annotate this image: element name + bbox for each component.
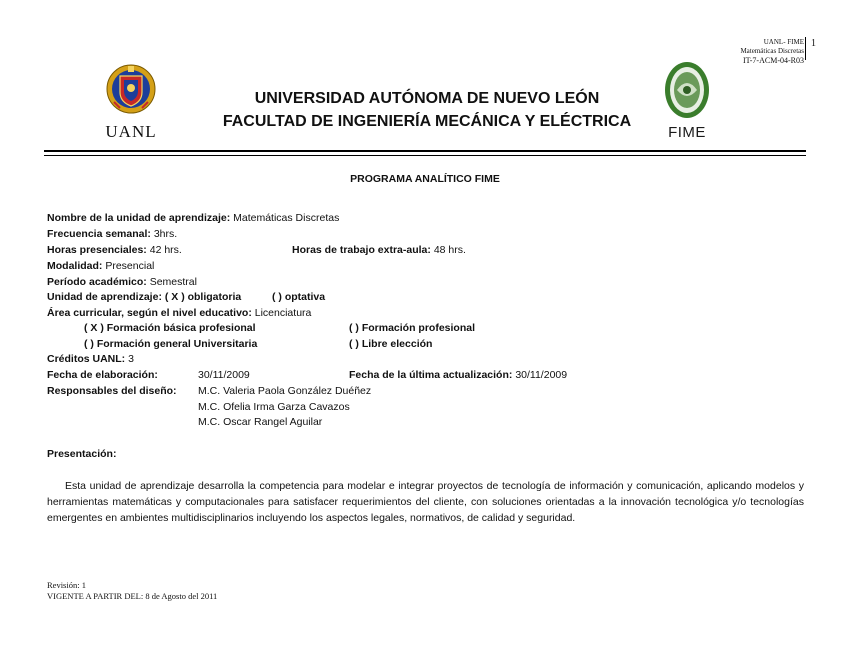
horas-pres-label: Horas presenciales: xyxy=(47,244,147,256)
horas-extra-value: 48 hrs. xyxy=(433,244,466,256)
code-line-3: IT-7-ACM-04-R03 xyxy=(742,56,804,65)
field-modalidad xyxy=(47,260,154,273)
fecha-act-value: 30/11/2009 xyxy=(515,369,568,381)
field-fecha-actualizacion xyxy=(349,369,567,382)
area-option-general: ( ) Formación general Universitaria xyxy=(84,338,258,350)
field-horas-extra xyxy=(292,244,466,257)
horas-pres-value: 42 hrs. xyxy=(149,244,182,256)
creditos-value: 3 xyxy=(128,353,134,365)
responsable-1: M.C. Valeria Paola González Duéñez xyxy=(198,385,372,397)
responsable-2: M.C. Ofelia Irma Garza Cavazos xyxy=(198,401,350,413)
presentacion-heading: Presentación: xyxy=(47,448,117,460)
modalidad-value: Presencial xyxy=(105,260,155,272)
frecuencia-value: 3hrs. xyxy=(153,228,178,240)
code-line-2: Matemáticas Discretas xyxy=(740,47,804,55)
modalidad-label: Modalidad: xyxy=(47,260,103,272)
responsables-label: Responsables del diseño: xyxy=(47,385,177,397)
uanl-logo-text: UANL xyxy=(105,122,157,141)
field-unidad xyxy=(47,291,241,304)
unidad-option-obligatoria: ( X ) obligatoria xyxy=(164,291,242,303)
faculty-title: FACULTAD DE INGENIERÍA MECÁNICA Y ELÉCTRICA xyxy=(222,113,632,130)
periodo-value: Semestral xyxy=(149,276,197,288)
uanl-logo xyxy=(95,62,167,142)
fecha-elab-label: Fecha de elaboración: xyxy=(47,369,158,381)
field-nombre xyxy=(47,212,339,225)
code-line-1: UANL- FIME xyxy=(763,38,804,46)
page-number-divider xyxy=(805,37,806,60)
unidad-label: Unidad de aprendizaje: xyxy=(47,291,162,303)
uanl-crest-icon xyxy=(106,62,156,118)
area-value: Licenciatura xyxy=(254,307,312,319)
page-number: 1 xyxy=(811,38,816,49)
nombre-label: Nombre de la unidad de aprendizaje: xyxy=(47,212,231,224)
responsable-3: M.C. Oscar Rangel Aguilar xyxy=(198,416,323,428)
area-label: Área curricular, según el nivel educativo: xyxy=(47,307,252,319)
nombre-value: Matemáticas Discretas xyxy=(233,212,340,224)
presentacion-paragraph: Esta unidad de aprendizaje desarrolla la competencia para modelar e integrar proyectos de tecnología de información y comunicación, aplicando modelos y herramientas matemáticas y computacionales para satisfacer requerimientos del cliente, con soluciones orientadas a la innovación tecnológica y/o tecnologías emergentes en ambientes multidisciplinarios incluyendo los aspectos legales, normativos, de calidad y seguridad. xyxy=(47,480,804,524)
frecuencia-label: Frecuencia semanal: xyxy=(47,228,151,240)
field-creditos xyxy=(47,353,134,366)
area-option-libre: ( ) Libre elección xyxy=(349,338,433,350)
header-rule-thick xyxy=(44,150,806,152)
field-horas-presenciales xyxy=(47,244,182,257)
footer-vigente: VIGENTE A PARTIR DEL: 8 de Agosto del 2011 xyxy=(47,591,218,601)
university-title: UNIVERSIDAD AUTÓNOMA DE NUEVO LEÓN xyxy=(254,90,600,107)
periodo-label: Período académico: xyxy=(47,276,147,288)
program-title: PROGRAMA ANALÍTICO FIME xyxy=(350,173,500,185)
footer xyxy=(47,580,217,602)
area-option-basica: ( X ) Formación básica profesional xyxy=(84,322,256,334)
area-option-profesional: ( ) Formación profesional xyxy=(349,322,476,334)
header-rule-thin xyxy=(44,155,806,156)
footer-revision: Revisión: 1 xyxy=(47,580,86,590)
creditos-label: Créditos UANL: xyxy=(47,353,126,365)
document-code xyxy=(740,38,804,65)
fecha-act-label: Fecha de la última actualización: xyxy=(349,369,513,381)
field-frecuencia xyxy=(47,228,177,241)
horas-extra-label: Horas de trabajo extra-aula: xyxy=(292,244,431,256)
fime-logo-text: FIME xyxy=(668,124,706,141)
field-periodo xyxy=(47,276,197,289)
fecha-elab-value: 30/11/2009 xyxy=(198,369,250,381)
unidad-option-optativa: ( ) optativa xyxy=(272,291,326,303)
field-area xyxy=(47,307,311,320)
